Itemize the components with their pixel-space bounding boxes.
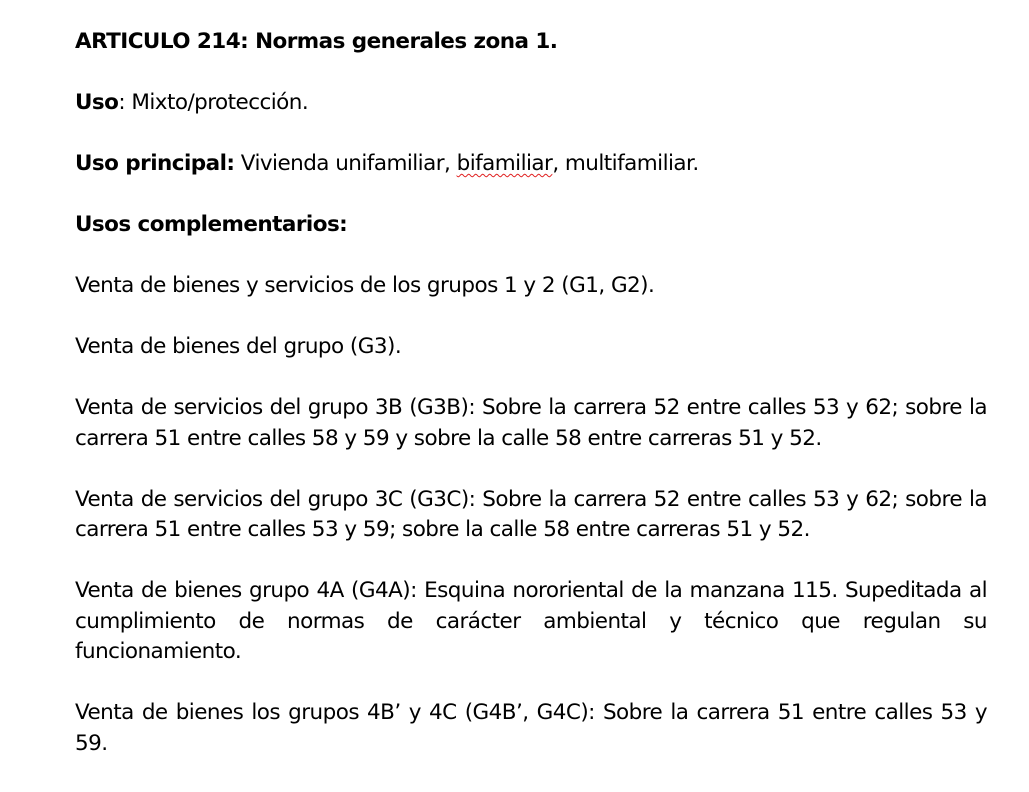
usos-complementarios-item: Venta de servicios del grupo 3C (G3C): Sobre la carrera 52 entre calles 53 y 62; sobre la carrera 51 entre calles 53 y 59; sobre la calle 58 entre carreras 51 y 52.: [75, 486, 987, 542]
uso-principal-value-pre: Vivienda unifamiliar,: [234, 151, 457, 176]
usos-complementarios-item: Venta de servicios del grupo 3B (G3B): Sobre la carrera 52 entre calles 53 y 62; sobre la carrera 51 entre calles 58 y 59 y sobre la calle 58 entre carreras 51 y 52.: [75, 395, 987, 451]
uso-paragraph: [75, 88, 987, 119]
uso-value: : Mixto/protección.: [118, 90, 309, 115]
article-title: ARTICULO 214: Normas generales zona 1.: [75, 29, 558, 54]
usos-complementarios-heading: Usos complementarios:: [75, 212, 348, 237]
usos-complementarios-item: Venta de bienes y servicios de los grupos 1 y 2 (G1, G2).: [75, 273, 655, 298]
spellcheck-flagged-word[interactable]: bifamiliar: [456, 151, 553, 176]
uso-label: Uso: [75, 90, 119, 115]
uso-principal-value-post: , multifamiliar.: [552, 151, 699, 176]
document-page: [75, 27, 987, 790]
uso-principal-label: Uso principal:: [75, 151, 235, 176]
usos-complementarios-item: Venta de bienes grupo 4A (G4A): Esquina nororiental de la manzana 115. Supeditada al cumplimiento de normas de carácter ambiental y técnico que regulan su funcionamiento.: [75, 578, 987, 664]
uso-principal-paragraph: [75, 149, 987, 180]
usos-complementarios-item: Venta de bienes los grupos 4B’ y 4C (G4B’, G4C): Sobre la carrera 51 entre calles 53 y 59.: [75, 700, 987, 756]
usos-complementarios-item: Venta de bienes del grupo (G3).: [75, 334, 402, 359]
